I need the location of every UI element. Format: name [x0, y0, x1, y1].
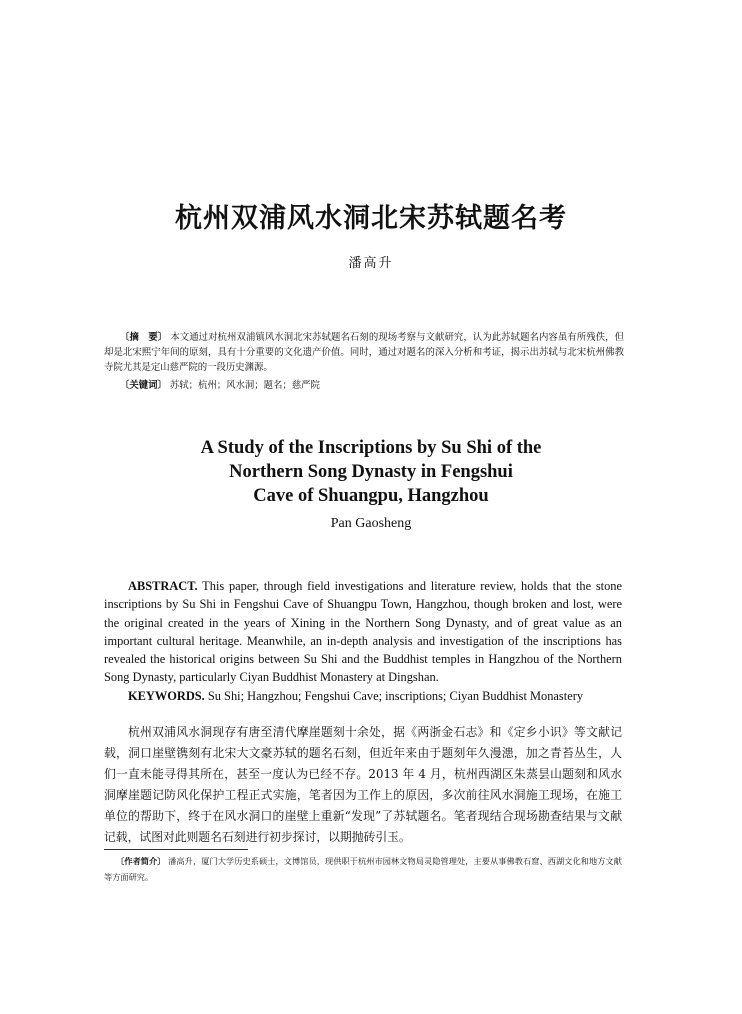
chinese-keywords-text: 苏轼；杭州；风水洞；题名；慈严院	[166, 380, 320, 391]
english-author: Pan Gaosheng	[330, 516, 412, 531]
chinese-abstract	[104, 330, 624, 375]
english-abstract	[104, 577, 622, 705]
chinese-title: 杭州双浦风水洞北宋苏轼题名考	[175, 203, 567, 234]
footnote-label: 〔作者简介〕	[116, 856, 166, 866]
chinese-author: 潘高升	[348, 256, 394, 271]
english-title	[0, 436, 742, 508]
footnote-divider	[104, 849, 248, 850]
english-title-line-3: Cave of Shuangpu, Hangzhou	[253, 486, 489, 506]
chinese-abstract-label: 〔摘 要〕	[120, 332, 168, 343]
chinese-keywords	[120, 377, 620, 391]
english-abstract-text: This paper, through field investigations and literature review, holds that the stone inscriptions by Su Shi in Fengshui Cave of Shuangpu Town, Hangzhou, though broken and lost, were the original created in the years of Xining in the Northern Song Dynasty, and of great value as an important cultural heritage. Meanwhile, an in-depth analysis and investigation of the inscriptions has revealed the historical origins between Su Shi and the Buddhist temples in Hangzhou of the Northern Song Dynasty, particularly Ciyan Buddhist Monastery at Dingshan.	[104, 579, 622, 685]
english-keywords-label: KEYWORDS.	[128, 688, 205, 703]
chinese-keywords-label: 〔关键词〕	[120, 380, 167, 391]
chinese-abstract-text: 本文通过对杭州双浦镇风水洞北宋苏轼题名石刻的现场考察与文献研究，认为此苏轼题名内容虽有所残佚，但却是北宋熙宁年间的原刻，具有十分重要的文化遗产价值。同时，通过对题名的深入分析和考证，揭示出苏轼与北宋杭州佛教寺院尤其是定山慈严院的一段历史渊源。	[104, 332, 624, 373]
english-keywords-text: Su Shi; Hangzhou; Fengshui Cave; inscriptions; Ciyan Buddhist Monastery	[204, 688, 584, 703]
body-paragraph: 杭州双浦风水洞现存有唐至清代摩崖题刻十余处，据《两浙金石志》和《定乡小识》等文献记载，洞口崖壁镌刻有北宋大文豪苏轼的题名石刻，但近年来由于题刻年久漫漶，加之青苔丛生，人们一直未能寻得其所在，甚至一度认为已经不存。2013 年 4 月，杭州西湖区朱蒸昙山题刻和风水洞摩崖题记防风化保护工程正式实施，笔者因为工作上的原因，多次前往风水洞施工现场，在施工单位的帮助下，终于在风水洞口的崖壁上重新“发现”了苏轼题名。笔者现结合现场勘查结果与文献记载，试图对此则题名石刻进行初步探讨，以期抛砖引玉。	[104, 725, 622, 844]
english-title-line-1: A Study of the Inscriptions by Su Shi of the	[200, 438, 542, 458]
english-title-line-2: Northern Song Dynasty in Fengshui	[229, 462, 513, 482]
author-footnote	[104, 853, 622, 885]
body-text	[104, 722, 622, 848]
footnote-text: 潘高升，厦门大学历史系硕士，文博馆员，现供职于杭州市园林文物局灵隐管理处，主要从事佛教石窟、西湖文化和地方文献等方面研究。	[104, 856, 622, 882]
english-abstract-label: ABSTRACT.	[128, 579, 198, 593]
